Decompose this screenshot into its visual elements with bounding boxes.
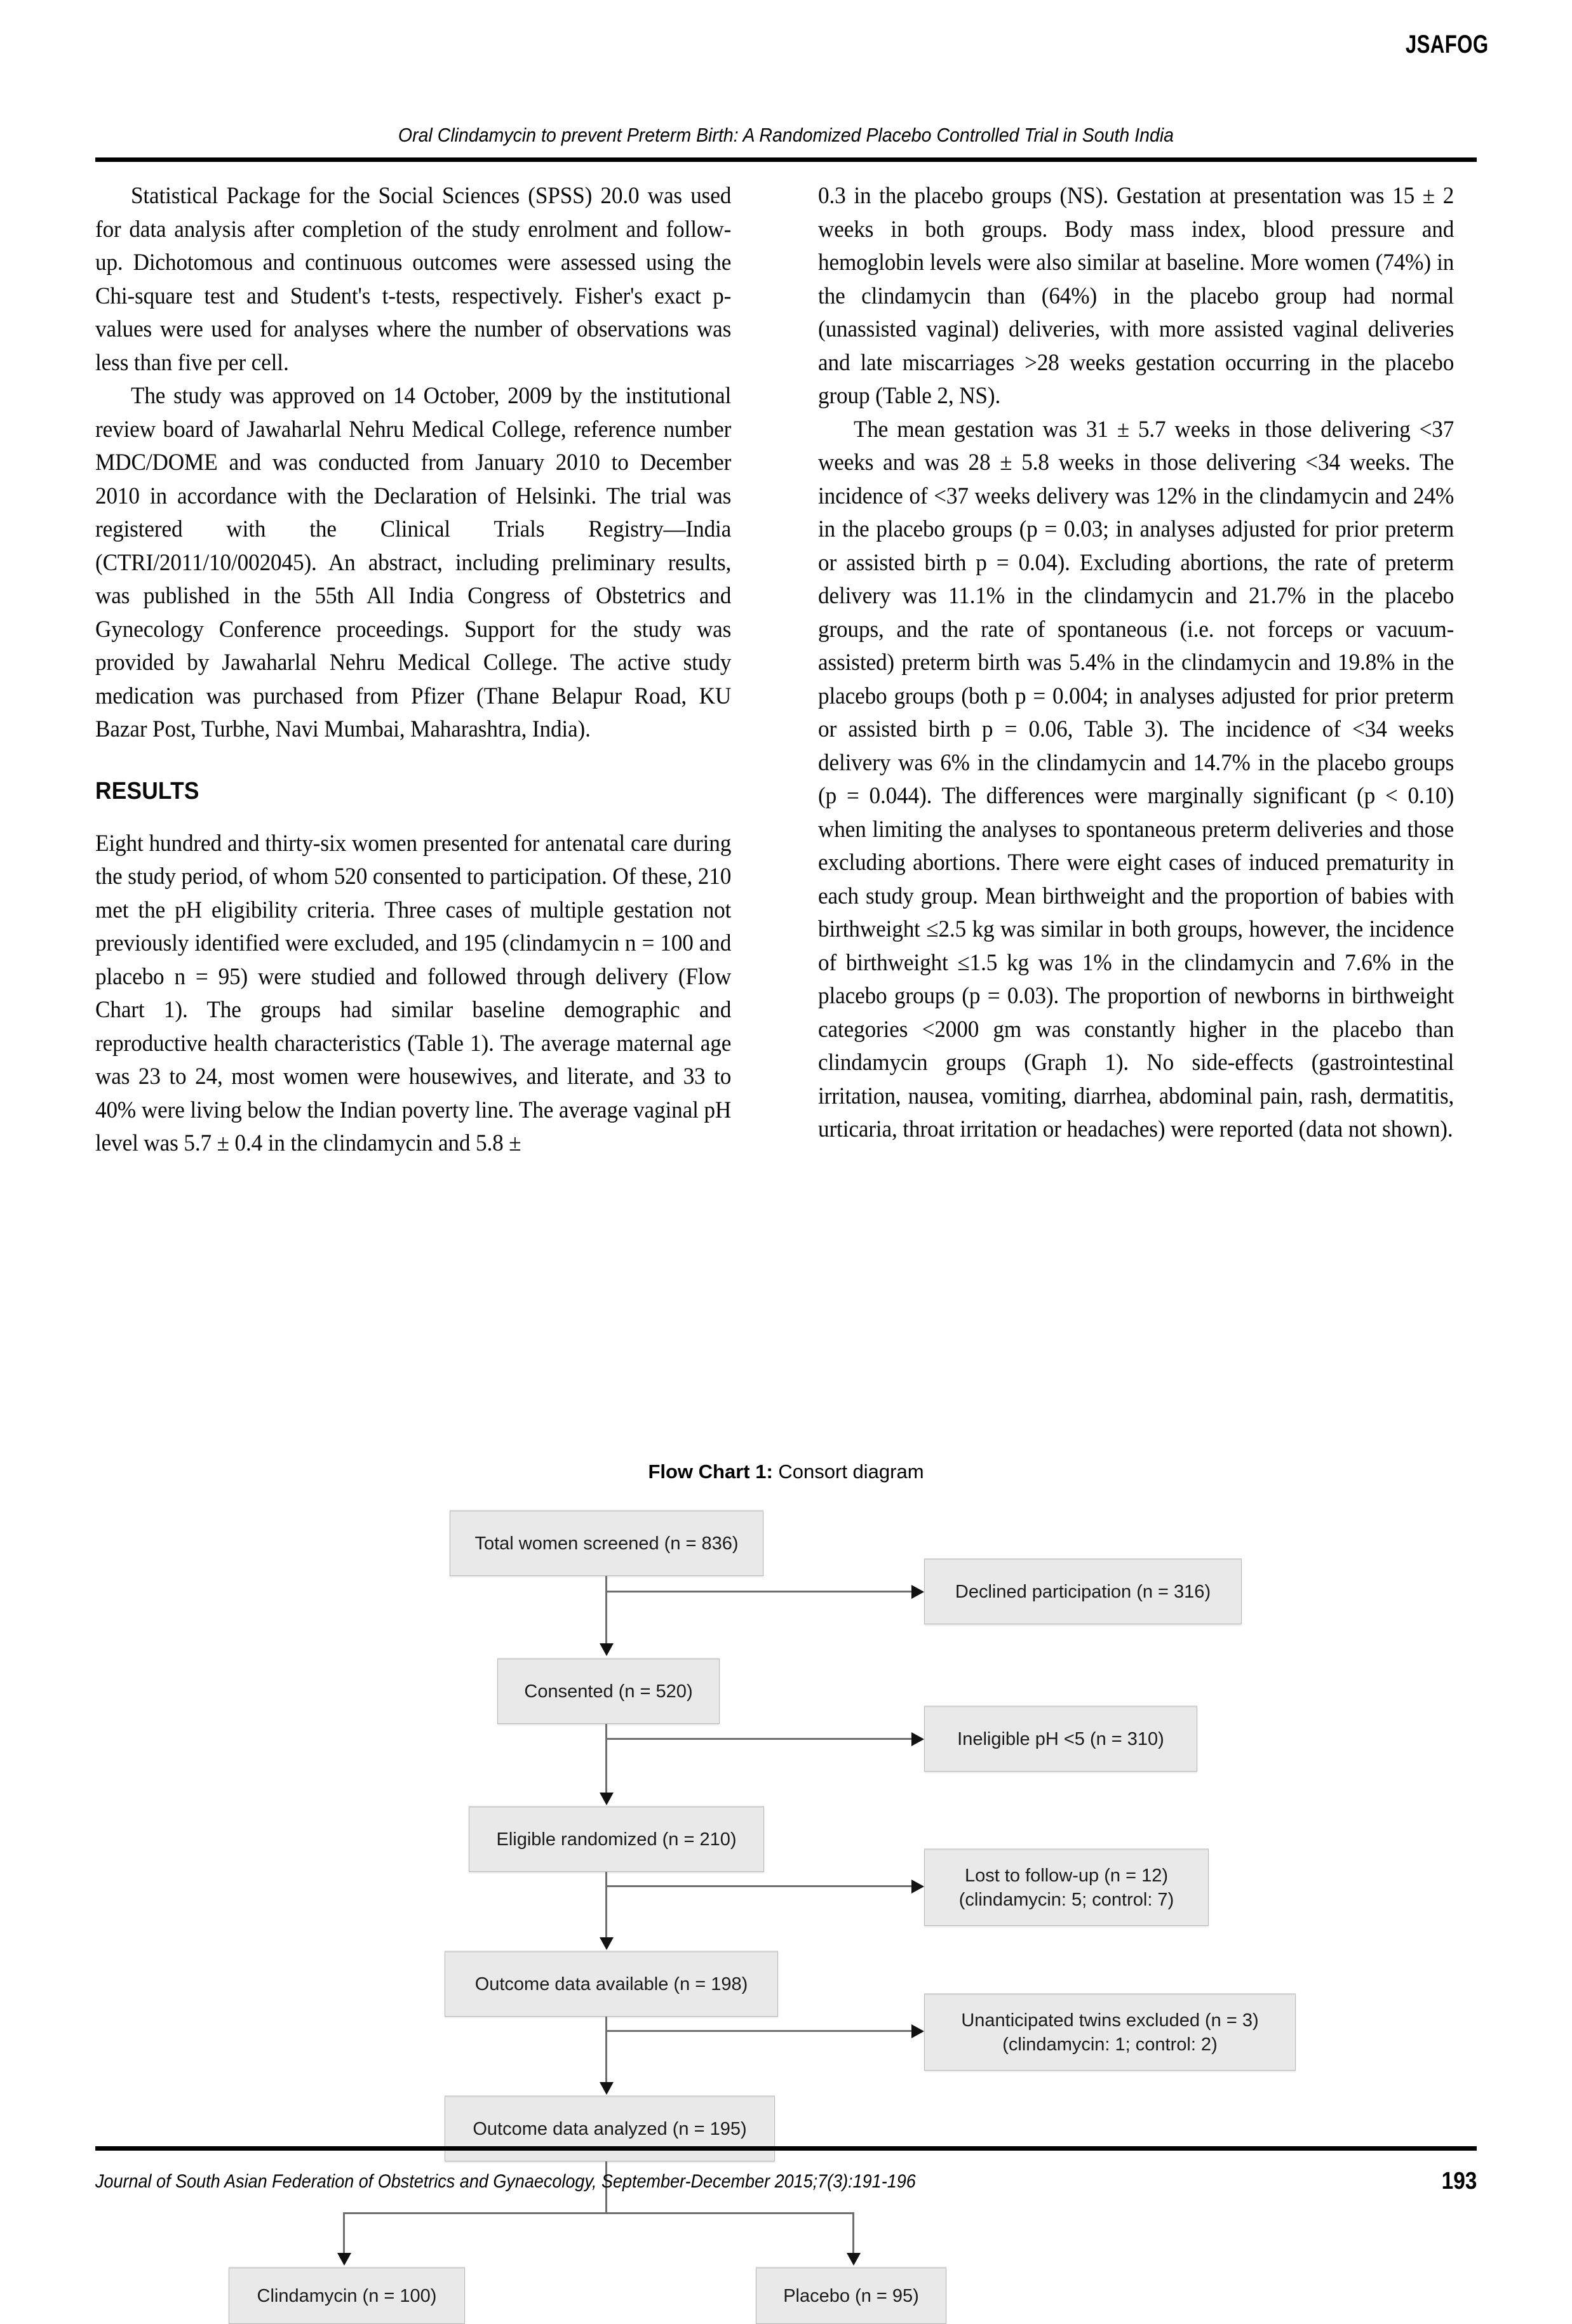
paragraph-outcomes: The mean gestation was 31 ± 5.7 weeks in those delivering <37 weeks and was 28 ± 5.8 weeks in those delivering <34 weeks. The incidence of <37 weeks delivery was 12% in the clindamycin and 24% in the placebo groups (p = 0.03; in analyses adjusted for prior preterm or assisted birth p = 0.04). Excluding abortions, the rate of preterm delivery was 11.1% in the clindamycin and 21.7% in the placebo groups, and the rate of spontaneous (i.e. not forceps or vacuum-assisted) preterm birth was 5.4% in the clindamycin and 19.8% in the placebo groups (both p = 0.004; in analyses adjusted for prior preterm or assisted birth p = 0.06, Table 3). The incidence of <34 weeks delivery was 6% in the clindamycin and 14.7% in the placebo groups (p = 0.044). The differences were marginally significant (p < 0.10) when limiting the analyses to spontaneous preterm deliveries and those excluding abortions. There were eight cases of induced prematurity in each study group. Mean birthweight and the proportion of babies with birthweight ≤2.5 kg was similar in both groups, however, the incidence of birthweight ≤1.5 kg was 1% in the clindamycin and 7.6% in the placebo groups (p = 0.03). The proportion of newborns in birthweight categories <2000 gm was constantly higher in the placebo than clindamycin groups (Graph 1). No side-effects (gastrointestinal irritation, nausea, vomiting, diarrhea, abdominal pain, rash, dermatitis, urticaria, throat irritation or headaches) were reported (data not shown). [817,415,1454,1142]
paragraph-results-enrolment: Eight hundred and thirty-six women presented for antenatal care during the study period, of whom 520 consented to participation. Of these, 210 met the pH eligibility criteria. Three cases of multiple gestation not previously identified were excluded, and 195 (clindamycin n = 100 and placebo n = 95) were studied and followed through delivery (Flow Chart 1). The groups had similar baseline demographic and reproductive health characteristics (Table 1). The average maternal age was 23 to 24, most women were housewives, and literate, and 33 to 40% were living below the Indian poverty line. The average vaginal pH level was 5.7 ± 0.4 in the clindamycin and 5.8 ± [95,829,732,1156]
right-column [818,179,1477,1160]
flow-arrowhead-placebo [847,2253,861,2266]
flow-connector-available-analyzed [605,2017,607,2088]
flow-box-consented: Consented (n = 520) [497,1658,720,1724]
flow-arrowhead-analyzed [600,2082,614,2095]
journal-logo-mark: JSAFOG [1405,30,1488,58]
flow-arrowhead-randomized [600,1793,614,1805]
flow-box-twins-line2: (clindamycin: 1; control: 2) [1002,2034,1218,2055]
flow-connector-available-twins [605,2030,911,2032]
flow-box-outcome-available: Outcome data available (n = 198) [445,1951,778,2017]
left-column [95,179,755,1160]
flow-arrowhead-available [600,1937,614,1950]
flow-arrowhead-lost [911,1880,924,1893]
footer-page-number: 193 [1441,2168,1477,2194]
flow-box-lost-followup [924,1848,1209,1926]
flow-box-twins-excluded [924,1993,1296,2071]
flow-box-randomized: Eligible randomized (n = 210) [469,1806,764,1872]
flow-connector-split-left [343,2212,345,2258]
flow-arrowhead-clindamycin [337,2253,351,2266]
flow-chart-caption-text: Consort diagram [772,1460,924,1483]
flow-connector-split-bar [343,2212,854,2214]
flow-chart-caption-label: Flow Chart 1: [648,1460,773,1483]
article-body [95,179,1477,1160]
flow-connector-screened-consented [605,1576,607,1649]
flow-box-lost-line1: Lost to follow-up (n = 12) [965,1866,1168,1886]
flow-arrowhead-ineligible [911,1732,924,1746]
section-heading-results: RESULTS [95,777,199,805]
flow-box-twins-line1: Unanticipated twins excluded (n = 3) [961,2010,1259,2031]
flow-connector-consented-randomized [605,1724,607,1798]
flow-box-outcome-analyzed: Outcome data analyzed (n = 195) [445,2095,775,2161]
flow-arrowhead-consented [600,1643,614,1656]
flow-arrowhead-declined [911,1585,924,1599]
flow-connector-consented-ineligible [605,1738,911,1740]
flow-box-declined: Declined participation (n = 316) [924,1558,1242,1624]
paragraph-baseline: 0.3 in the placebo groups (NS). Gestation at presentation was 15 ± 2 weeks in both groups. Body mass index, blood pressure and hemoglobin levels were also similar at baseline. More women (74%) in the clindamycin than (64%) in the placebo group had normal (unassisted vaginal) deliveries, with more assisted vaginal deliveries and late miscarriages >28 weeks gestation occurring in the placebo group (Table 2, NS). [817,182,1454,408]
flow-box-screened: Total women screened (n = 836) [450,1510,763,1576]
running-head-title: Oral Clindamycin to prevent Preterm Birth: A Randomized Placebo Controlled Trial in South India [398,124,1174,146]
flow-box-ineligible: Ineligible pH <5 (n = 310) [924,1706,1197,1772]
flow-chart-caption [95,1460,1477,1483]
header-rule [95,157,1477,162]
flow-arrowhead-twins [911,2024,924,2038]
flow-connector-screened-declined [605,1591,911,1593]
flow-box-placebo-arm: Placebo (n = 95) [756,2267,946,2324]
flow-box-lost-line2: (clindamycin: 5; control: 7) [958,1890,1174,1910]
flow-connector-randomized-lost [605,1885,911,1887]
flow-connector-split-right [852,2212,854,2258]
paragraph-statistics: Statistical Package for the Social Sciences (SPSS) 20.0 was used for data analysis after completion of the study enrolment and follow-up. Dichotomous and continuous outcomes were assessed using the Chi-square test and Student's t-tests, respectively. Fisher's exact p-values were used for analyses where the number of observations was less than five per cell. [95,182,732,375]
flow-box-clindamycin-arm: Clindamycin (n = 100) [229,2267,465,2324]
paragraph-ethics: The study was approved on 14 October, 2009 by the institutional review board of Jawaharlal Nehru Medical College, reference number MDC/DOME and was conducted from January 2010 to December 2010 in accordance with the Declaration of Helsinki. The trial was registered with the Clinical Trials Registry—India (CTRI/2011/10/002045). An abstract, including preliminary results, was published in the 55th All India Congress of Obstetrics and Gynecology Conference proceedings. Support for the study was provided by Jawaharlal Nehru Medical College. The active study medication was purchased from Pfizer (Thane Belapur Road, KU Bazar Post, Turbhe, Navi Mumbai, Maharashtra, India). [95,382,732,742]
footer-rule [95,2146,1477,2151]
footer-citation: Journal of South Asian Federation of Obstetrics and Gynaecology, September-December 2015;7(3):191-196 [95,2171,916,2192]
flow-connector-randomized-available [605,1872,607,1943]
